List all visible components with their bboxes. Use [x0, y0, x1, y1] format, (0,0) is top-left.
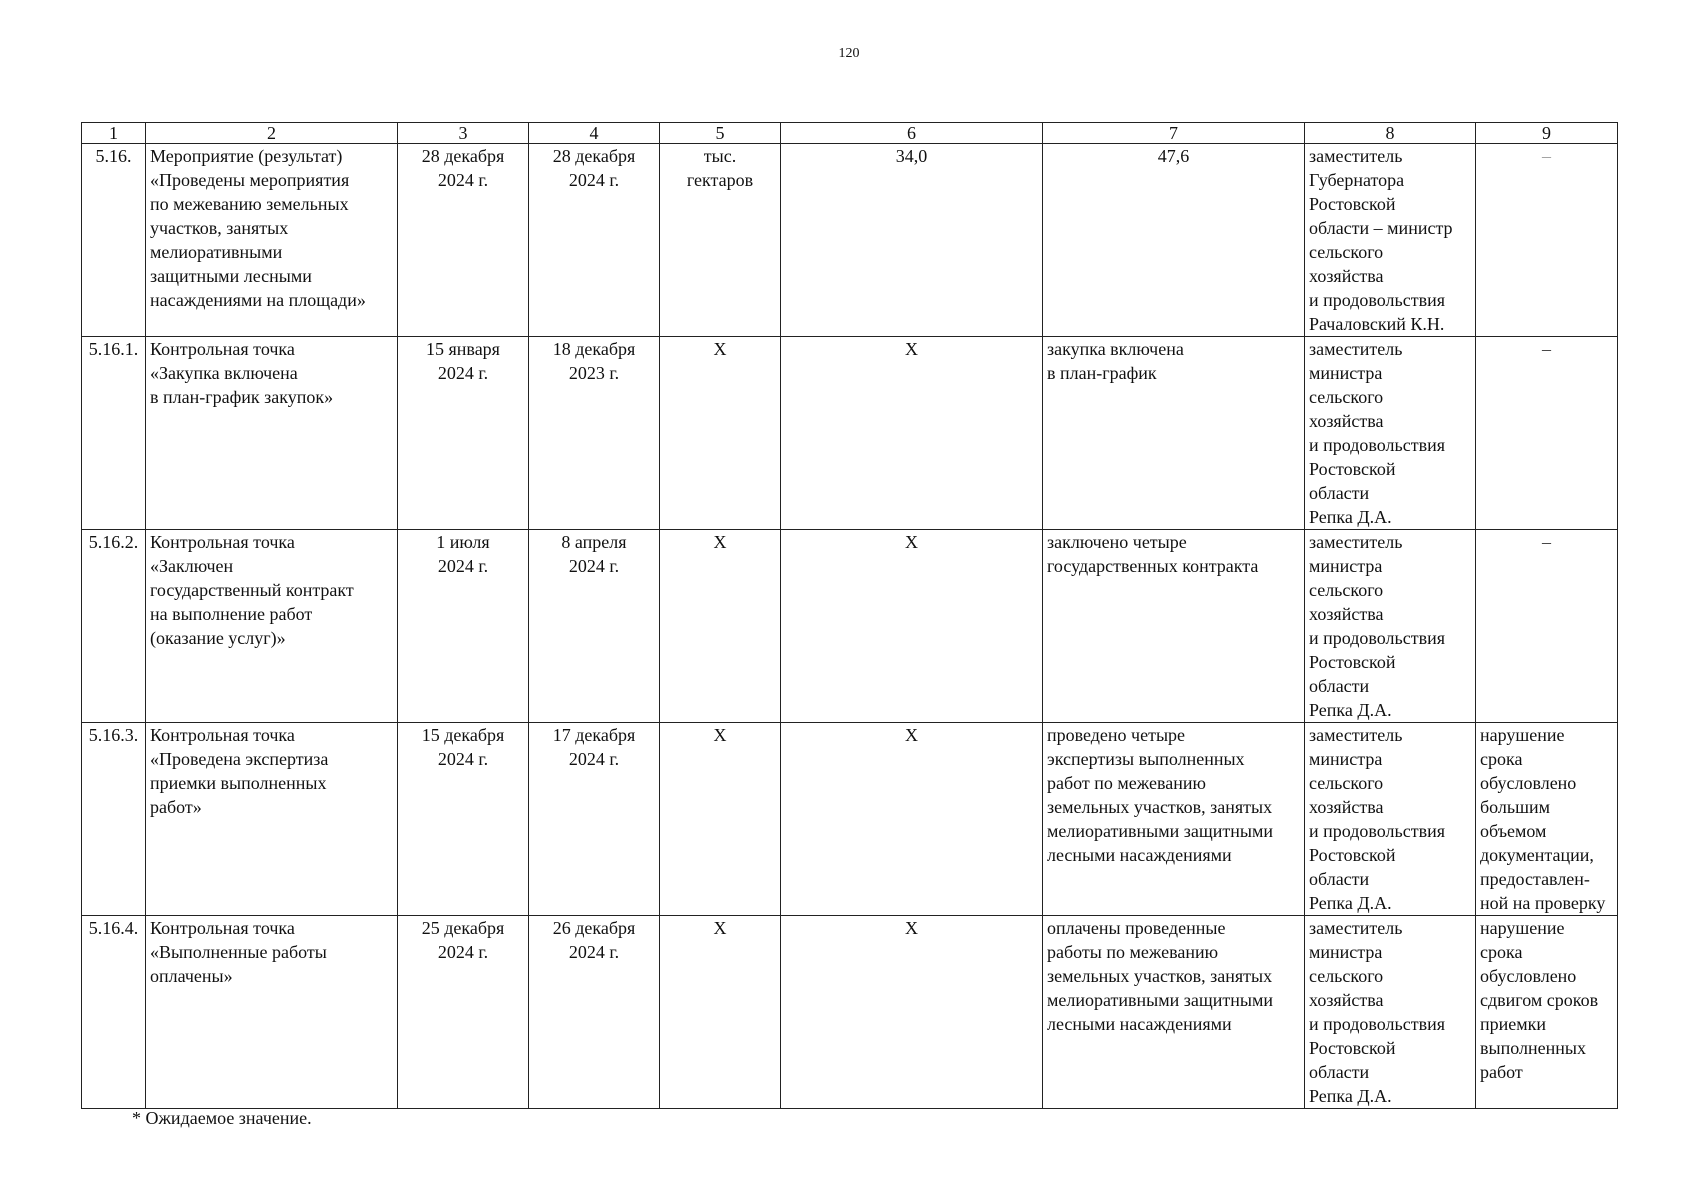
column-header-1: 1 — [82, 123, 146, 144]
responsible-person: заместитель Губернатора Ростовской области – министр сельского хозяйства и продовольствия Рачаловский К.Н. — [1305, 144, 1476, 337]
page-number: 120 — [838, 46, 860, 61]
actual-date: 8 апреля 2024 г. — [529, 530, 660, 723]
planned-date: 1 июля 2024 г. — [398, 530, 529, 723]
actual-date: 18 декабря 2023 г. — [529, 337, 660, 530]
row-number: 5.16. — [82, 144, 146, 337]
actual-value: оплачены проведенные работы по межеванию земельных участков, занятых мелиоративными защитными лесными насаждениями — [1043, 916, 1305, 1109]
note: – — [1476, 530, 1618, 723]
actual-date: 17 декабря 2024 г. — [529, 723, 660, 916]
planned-value: Х — [781, 723, 1043, 916]
responsible-person: заместитель министра сельского хозяйства и продовольствия Ростовской области Репка Д.А. — [1305, 723, 1476, 916]
activity-name: Контрольная точка «Выполненные работы оплачены» — [146, 916, 398, 1109]
row-number: 5.16.4. — [82, 916, 146, 1109]
column-header-4: 4 — [529, 123, 660, 144]
table-row — [82, 723, 1618, 916]
planned-date: 15 декабря 2024 г. — [398, 723, 529, 916]
note: нарушение срока обусловлено большим объемом документации, предоставлен- ной на проверку — [1476, 723, 1618, 916]
table-row — [82, 337, 1618, 530]
column-header-8: 8 — [1305, 123, 1476, 144]
activity-name: Контрольная точка «Закупка включена в план-график закупок» — [146, 337, 398, 530]
table-row — [82, 916, 1618, 1109]
table-row — [82, 144, 1618, 337]
responsible-person: заместитель министра сельского хозяйства и продовольствия Ростовской области Репка Д.А. — [1305, 337, 1476, 530]
actual-value: закупка включена в план-график — [1043, 337, 1305, 530]
planned-value: Х — [781, 530, 1043, 723]
actual-value: 47,6 — [1043, 144, 1305, 337]
actual-date: 28 декабря 2024 г. — [529, 144, 660, 337]
header-row — [82, 123, 1618, 144]
row-number: 5.16.1. — [82, 337, 146, 530]
responsible-person: заместитель министра сельского хозяйства и продовольствия Ростовской области Репка Д.А. — [1305, 530, 1476, 723]
activity-name: Контрольная точка «Проведена экспертиза приемки выполненных работ» — [146, 723, 398, 916]
planned-date: 15 января 2024 г. — [398, 337, 529, 530]
column-header-7: 7 — [1043, 123, 1305, 144]
planned-value: 34,0 — [781, 144, 1043, 337]
actual-value: заключено четыре государственных контракта — [1043, 530, 1305, 723]
unit-of-measure: тыс. гектаров — [660, 144, 781, 337]
activity-name: Контрольная точка «Заключен государственный контракт на выполнение работ (оказание услуг)» — [146, 530, 398, 723]
planned-value: Х — [781, 337, 1043, 530]
unit-of-measure: Х — [660, 916, 781, 1109]
actual-date: 26 декабря 2024 г. — [529, 916, 660, 1109]
row-number: 5.16.2. — [82, 530, 146, 723]
activity-name: Мероприятие (результат) «Проведены мероприятия по межеванию земельных участков, занятых мелиоративными защитными лесными насаждениями на площади» — [146, 144, 398, 337]
column-header-6: 6 — [781, 123, 1043, 144]
responsible-person: заместитель министра сельского хозяйства и продовольствия Ростовской области Репка Д.А. — [1305, 916, 1476, 1109]
table-row — [82, 530, 1618, 723]
unit-of-measure: Х — [660, 723, 781, 916]
unit-of-measure: Х — [660, 337, 781, 530]
column-header-3: 3 — [398, 123, 529, 144]
footnote: * Ожидаемое значение. — [132, 1108, 312, 1128]
report-table — [81, 122, 1618, 1109]
planned-value: Х — [781, 916, 1043, 1109]
note: – — [1476, 144, 1618, 337]
row-number: 5.16.3. — [82, 723, 146, 916]
note: нарушение срока обусловлено сдвигом сроков приемки выполненных работ — [1476, 916, 1618, 1109]
planned-date: 25 декабря 2024 г. — [398, 916, 529, 1109]
actual-value: проведено четыре экспертизы выполненных работ по межеванию земельных участков, занятых мелиоративными защитными лесными насаждениями — [1043, 723, 1305, 916]
note: – — [1476, 337, 1618, 530]
column-header-2: 2 — [146, 123, 398, 144]
column-header-9: 9 — [1476, 123, 1618, 144]
unit-of-measure: Х — [660, 530, 781, 723]
planned-date: 28 декабря 2024 г. — [398, 144, 529, 337]
column-header-5: 5 — [660, 123, 781, 144]
